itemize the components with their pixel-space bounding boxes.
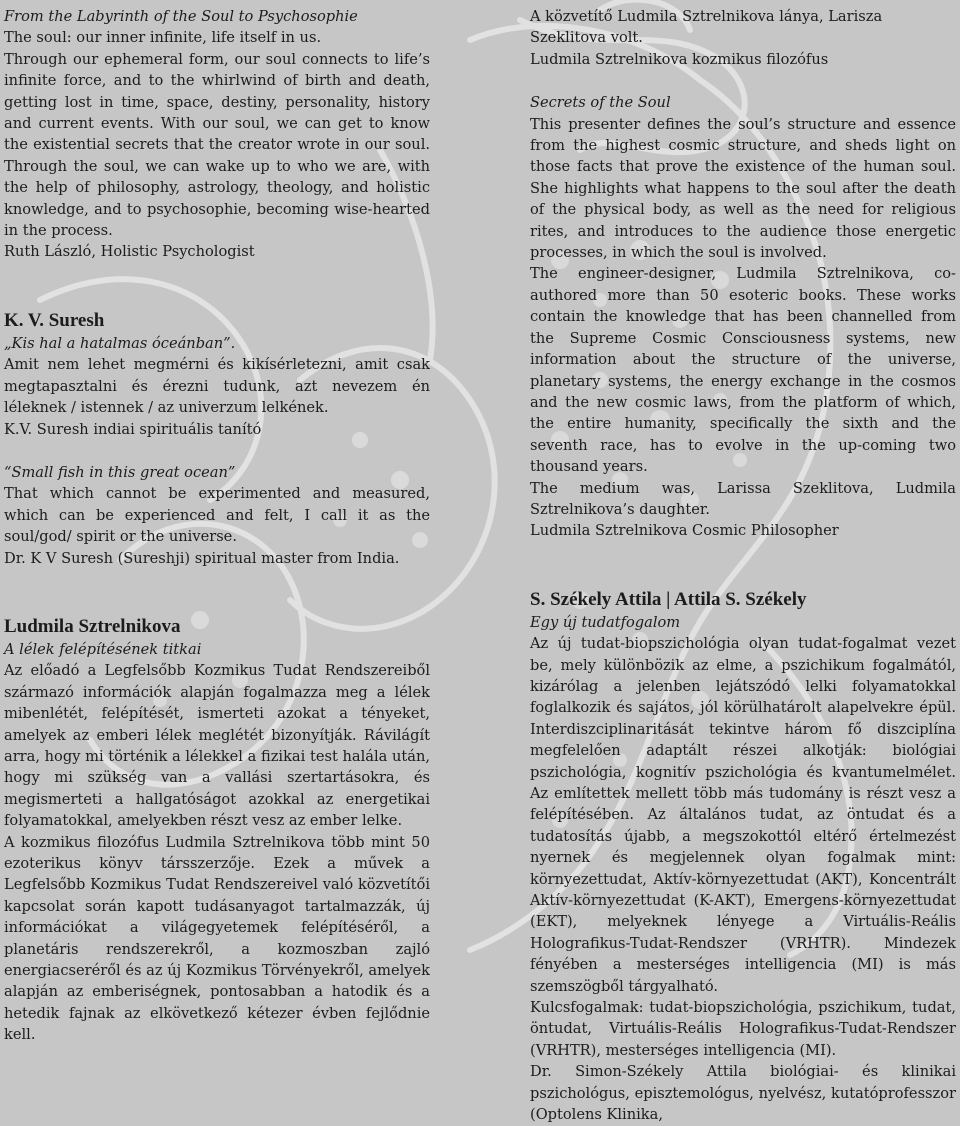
suresh-signature-en: Dr. K V Suresh (Sureshji) spiritual master from India.	[4, 549, 400, 567]
szekely-title-hu: Egy új tudatfogalom	[530, 613, 681, 631]
intro-body: Through our ephemeral form, our soul connects to life’s infinite force, and to the whirlwind of birth and death, getting lost in time, space, destiny, personality, history and current events. With our soul, we can get to know the existential secrets that the creator wrote in our soul. Through the soul, we can wake up to who we are, with the help of philosophy, astrology, theology, and holistic knowledge, and to psychosophie, becoming wise-hearted in the process.	[4, 50, 430, 240]
ludmila-en-signature: Ludmila Sztrelnikova Cosmic Philosopher	[530, 522, 839, 540]
ludmila-en-para-1: This presenter defines the soul’s structure and essence from the highest cosmic structure, and sheds light on those facts that prove the existence of the human soul. She highlights what happens to the soul after the death of the physical body, as well as the need for religious rites, and introduces to the audience those energetic processes, in which the soul is involved.	[530, 115, 956, 262]
ludmila-para-2: A kozmikus filozófus Ludmila Sztrelnikova több mint 50 ezoterikus könyv társszerzője. Ezek a művek a Legfelsőbb Kozmikus Tudat Rendszereivel való közvetítői kapcsolat során kapott tudásanyagot tartalmazzák, új információkat a világegyetemek felépítéséről, a planetáris rendszerekről, a kozmoszban zajló energiacseréről és az új Kozmikus Törvényekről, amelyek alapján az emberiségnek, pontosabban a hatodik és a hetedik fajnak az elkövetkező kétezer évben fejlődnie kell.	[4, 833, 430, 1044]
szekely-para-3: Dr. Simon-Székely Attila biológiai- és klinikai pszichológus, episztemológus, nyelvész, kutatóprofesszor (Optolens Klinika,	[530, 1063, 956, 1124]
ludmila-title-hu: A lélek felépítésének titkai	[4, 640, 202, 658]
ludmila-en-para-3: The medium was, Larissa Szeklitova, Ludmila Sztrelnikova’s daughter.	[530, 479, 956, 518]
suresh-body-en: That which cannot be experimented and measured, which can be experienced and felt, I call it as the soul/god/ spirit or the universe.	[4, 485, 430, 546]
szekely-heading: S. Székely Attila | Attila S. Székely	[530, 588, 807, 610]
intro-signature: Ruth László, Holistic Psychologist	[4, 243, 255, 261]
ludmila-role-line: Ludmila Sztrelnikova kozmikus filozófus	[530, 50, 829, 68]
suresh-title-hu: „Kis hal a hatalmas óceánban”.	[4, 334, 236, 352]
left-column	[4, 6, 430, 1046]
ludmila-title-en: Secrets of the Soul	[530, 94, 671, 112]
suresh-signature-hu: K.V. Suresh indiai spirituális tanító	[4, 420, 262, 438]
intro-tagline: The soul: our inner infinite, life itself in us.	[4, 29, 322, 47]
suresh-body-hu: Amit nem lehet megmérni és kikísérletezni, amit csak megtapasztalni és érezni tudunk, azt nevezem én léleknek / istennek / az univerzum lelkének.	[4, 356, 430, 417]
ludmila-medium-line: A közvetítő Ludmila Sztrelnikova lánya, Larisza Szeklitova volt.	[530, 8, 883, 47]
right-column	[530, 6, 956, 1126]
ludmila-en-para-2: The engineer-designer, Ludmila Sztrelnikova, co-authored more than 50 esoteric books. These works contain the knowledge that has been channelled from the Supreme Cosmic Consciousness systems, new information about the structure of the universe, planetary systems, the energy exchange in the cosmos and the new cosmic laws, from the platform of which, the entire humanity, specifically the sixth and the seventh race, has to evolve in the up-coming two thousand years.	[530, 265, 956, 476]
ludmila-heading: Ludmila Sztrelnikova	[4, 615, 181, 637]
szekely-para-1: Az új tudat-biopszichológia olyan tudat-fogalmat vezet be, mely különbözik az elme, a pszichikum fogalmától, kizárólag a jelenben lejátszódó lelki folyamatokkal foglalkozik és sajátos, jól körülhatárolt alapelvekre épül. Interdiszciplinaritását tekintve három fő diszciplína megfelelően adaptált részei alkotják: biológiai pszichológia, kognitív pszichológia és kvantumelmélet. Az említettek mellett több más tudomány is részt vesz a felépítésében. Az általános tudat, az öntudat és a tudatosítás újabb, a megszokottól eltérő értelmezést nyernek és megjelennek olyan fogalmak mint: környezettudat, Aktív-környezettudat (AKT), Koncentrált Aktív-környezettudat (K-AKT), Emergens-környezettudat (EKT), melyeknek lényege a Virtuális-Reális Holografikus-Tudat-Rendszer (VRHTR). Mindezek fényében a mesterséges intelligencia (MI) is más szemszögből tárgyalható.	[530, 635, 956, 995]
suresh-title-en: “Small fish in this great ocean”	[4, 463, 236, 481]
ludmila-para-1: Az előadó a Legfelsőbb Kozmikus Tudat Rendszereiből származó információk alapján fogalmazza meg a lélek mibenlétét, felépítését, ismerteti azokat a tényeket, amelyek az emberi lélek meglétét bizonyítják. Rávilágít arra, hogy mi történik a lélekkel a fizikai test halála után, hogy mi szükség van a vallási szertartásokra, és megismerteti a hallgatóságot azokkal az energetikai folyamatokkal, amelyekben részt vesz az ember lelke.	[4, 662, 430, 830]
intro-subtitle: From the Labyrinth of the Soul to Psychosophie	[4, 8, 358, 25]
szekely-para-2: Kulcsfogalmak: tudat-biopszichológia, pszichikum, tudat, öntudat, Virtuális-Reális Holografikus-Tudat-Rendszer (VRHTR), mesterséges intelligencia (MI).	[530, 999, 956, 1059]
suresh-heading: K. V. Suresh	[4, 309, 105, 331]
